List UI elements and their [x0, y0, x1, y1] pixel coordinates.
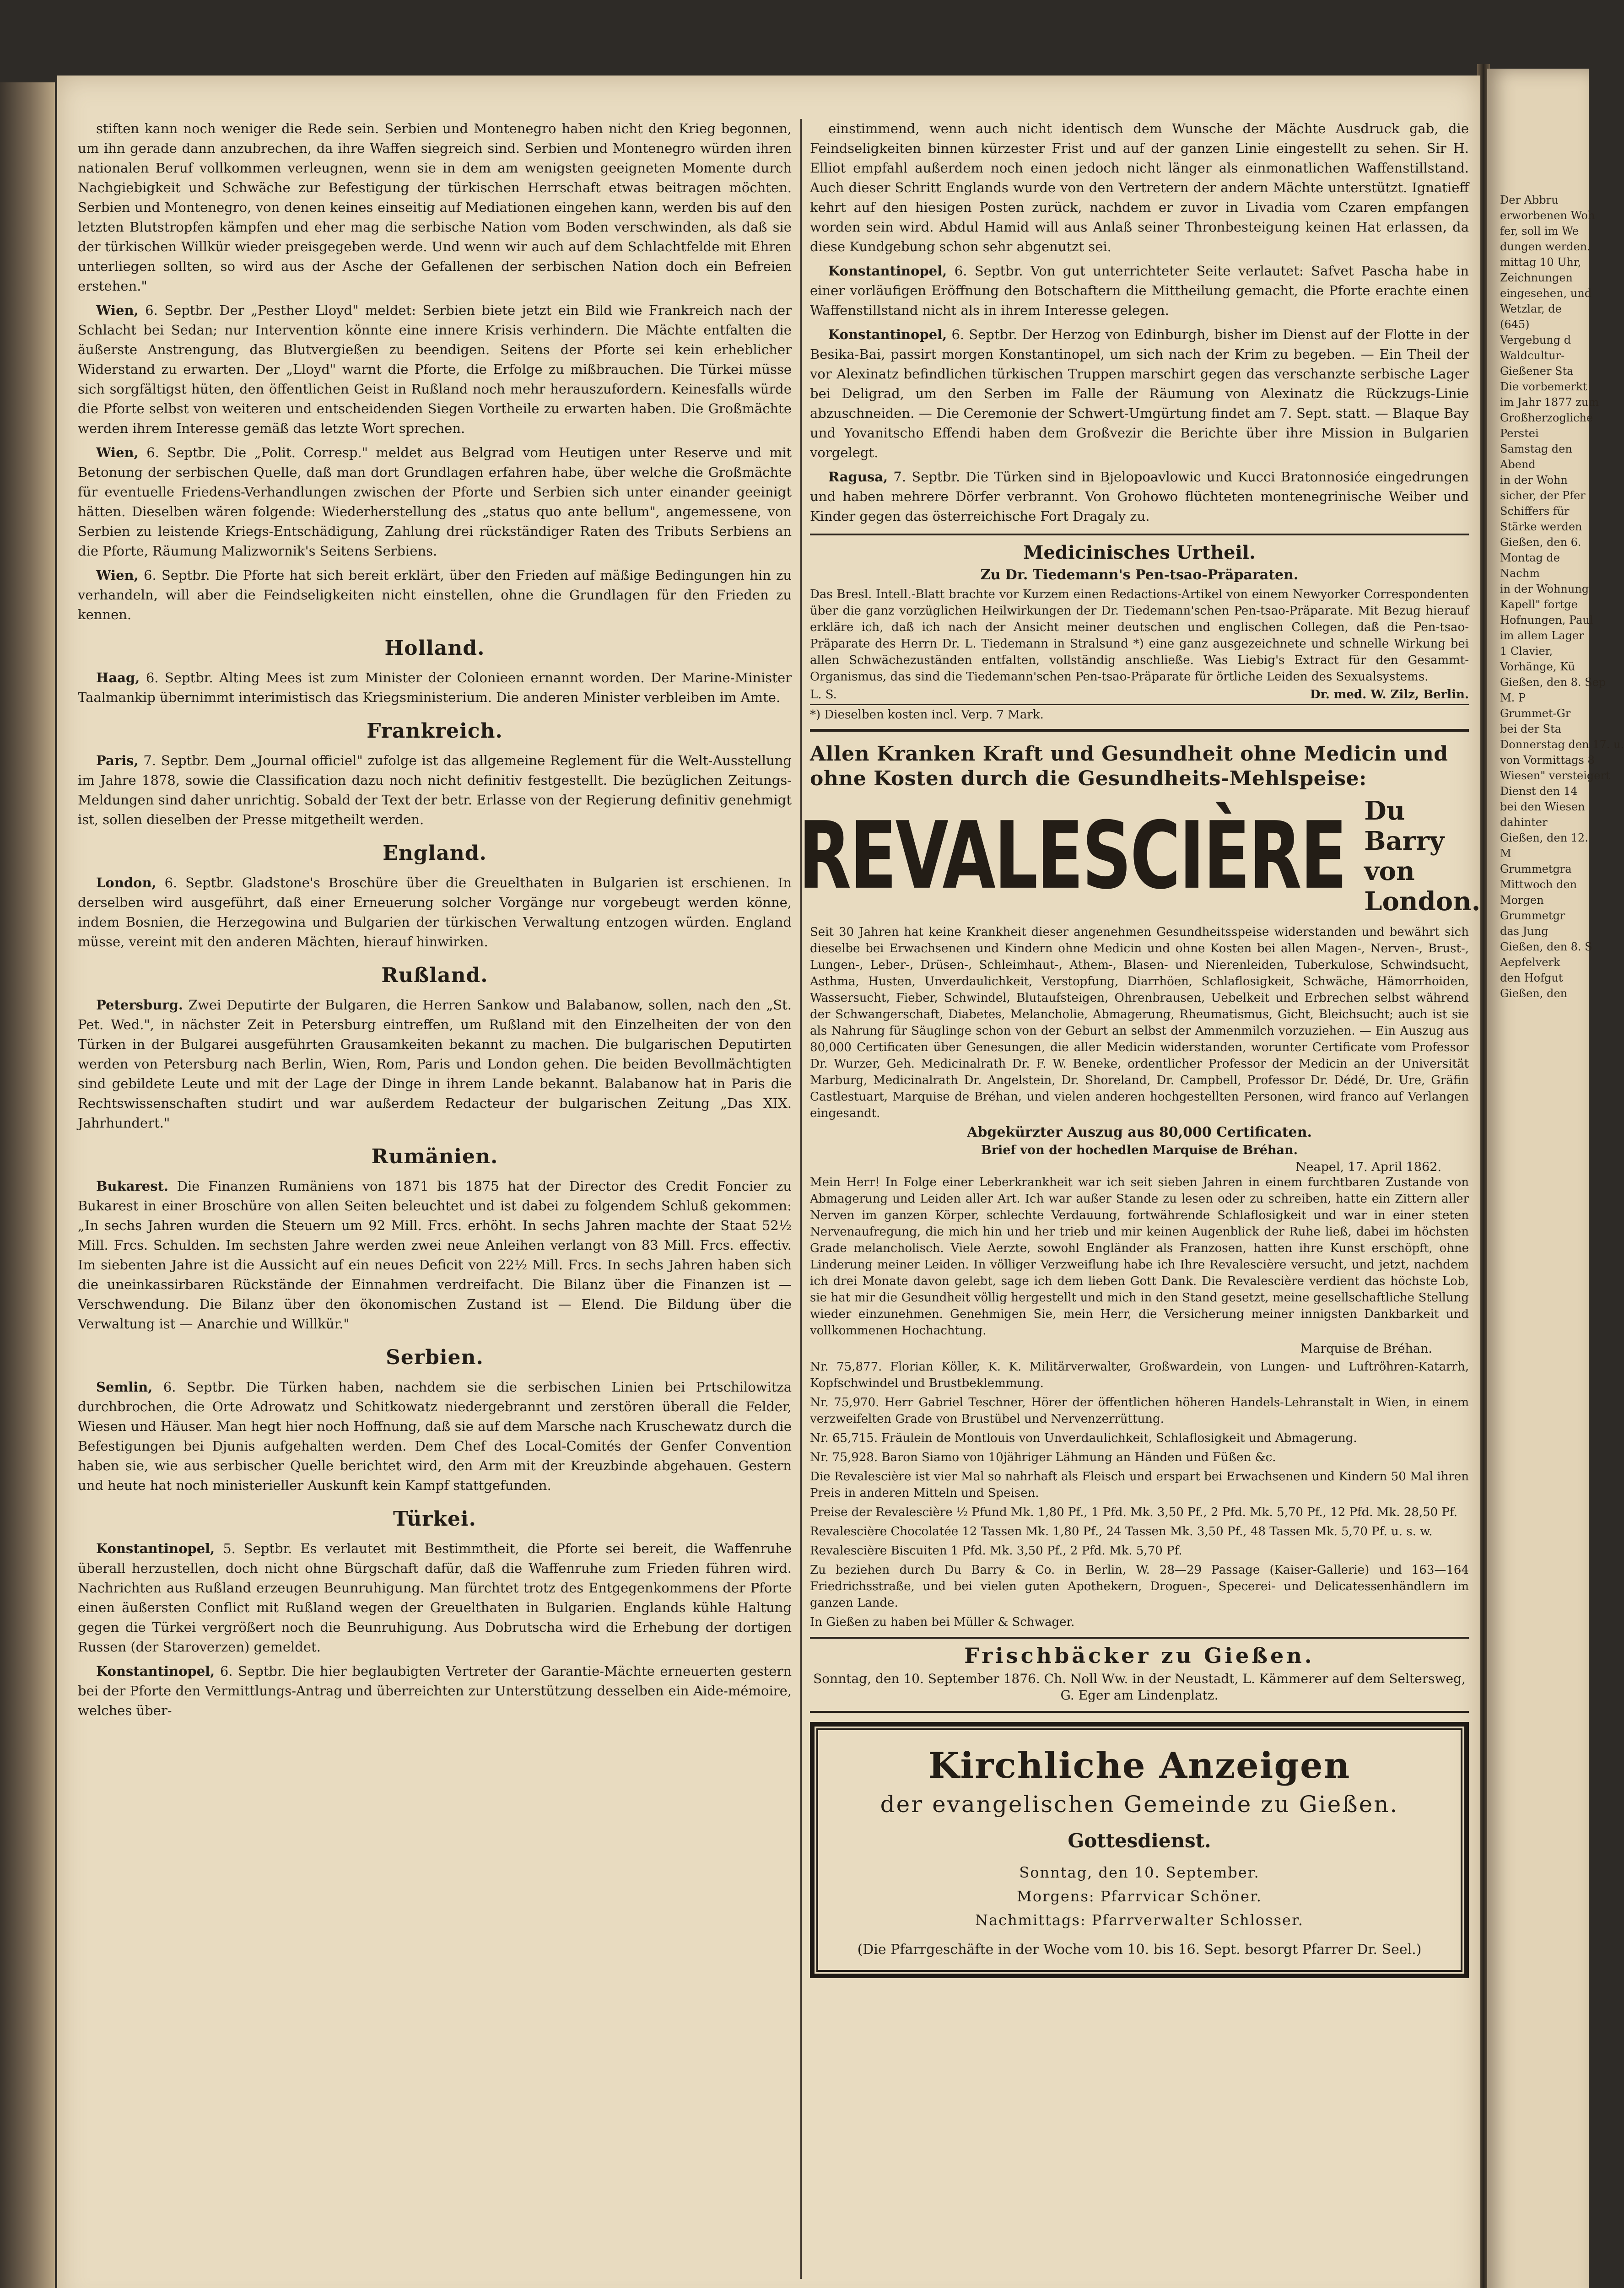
rev-cert-date: Neapel, 17. April 1862.	[1295, 1160, 1441, 1174]
column-rule	[800, 119, 802, 2279]
facing-page-line: Wiesen" versteigert	[1500, 769, 1610, 782]
facing-page	[1487, 69, 1624, 2288]
rev-item: Revalescière Biscuiten 1 Pfd. Mk. 3,50 Pf., 2 Pfd. Mk. 5,70 Pf.	[810, 1544, 1182, 1558]
dateline: Bukarest.	[96, 1178, 169, 1194]
facing-page-line: Zeichnungen	[1500, 271, 1573, 284]
church-date: Sonntag, den 10. September.	[1019, 1864, 1260, 1881]
facing-page-line: Morgen	[1500, 894, 1544, 907]
med-footnote: *) Dieselben kosten incl. Verp. 7 Mark.	[810, 704, 1469, 722]
facing-page-line: Gießener Sta	[1500, 365, 1574, 378]
article-text: 6. Septbr. Die „Polit. Corresp." meldet aus Belgrad vom Heutigen unter Reserve und mit Betonung der serbischen Quelle, daß man dort Grundlagen erfahren habe, über welche die Großmächte für eventuelle Friedens-Verhandlungen zwischen der Pforte und Serbien sich unter einander geeinigt hätten. Dieselben wären folgende: Wiederherstellung des „status quo ante bellum", angemessene, von Serbien zu leistende Kriegs-Entschädigung, Zahlung drei rückständiger Raten des Tributs Serbiens an die Pforte, Räumung Malizwornik's Seitens Serbiens.	[78, 445, 792, 559]
dateline: Haag,	[96, 670, 140, 685]
facing-page-line: Der Abbru	[1500, 194, 1559, 206]
right-column	[798, 119, 1481, 1978]
facing-page-line: Grummetgra	[1500, 863, 1572, 875]
facing-page-line: Gießen, den 8. S	[1500, 940, 1592, 953]
article-paragraph	[78, 995, 792, 1133]
article-paragraph	[78, 443, 792, 561]
article-text: Die Finanzen Rumäniens von 1871 bis 1875 hat der Director des Credit Foncier zu Bukarest in einer Broschüre von allen Seiten beleuchtet und ist dabei zu folgendem Schluß gekommen: „In sechs Jahren wurden die Steuern um 92 Mill. Frcs. erhöht. In sechs Jahren machte der Staat 52½ Mill. Frcs. Schulden. Im sechsten Jahre werden zwei neue Anleihen verlangt von 83 Mill. Frcs. effectiv. Im siebenten Jahre ist die Aussicht auf ein neues Deficit von 22½ Mill. Frcs. In sechs Jahren haben sich die uneinkassirbaren Rückstände der Einnahmen verdreifacht. Die Bilanz über die Finanzen ist — Verschwendung. Die Bilanz über den ökonomischen Zustand ist — Elend. Die Bildung über die Verwaltung ist — Anarchie und Willkür."	[78, 1178, 792, 1332]
facing-page-line: Kapell" fortge	[1500, 598, 1578, 611]
facing-page-line: fer, soll im We	[1500, 225, 1579, 237]
section-heading: England.	[383, 842, 487, 865]
rev-brand-sub	[1364, 796, 1480, 917]
facing-page-line: Waldcultur-	[1500, 349, 1565, 362]
med-signature	[810, 688, 1469, 702]
med-subtitle-text: Zu Dr. Tiedemann's Pen-tsao-Präparaten.	[980, 567, 1299, 583]
med-sig-left: L. S.	[810, 688, 837, 702]
article-paragraph	[78, 566, 792, 625]
section-heading: Türkei.	[393, 1507, 477, 1531]
facing-page-line: Dienst den 14	[1500, 785, 1578, 798]
rev-cert-sub: Brief von der hochedlen Marquise de Bréhan.	[981, 1143, 1298, 1157]
facing-page-line: M. P	[1500, 691, 1526, 704]
article-text: stiften kann noch weniger die Rede sein. Serbien und Montenegro haben nicht den Krieg begonnen, um ihn gerade dann anzubrechen, da ihre Waffen siegreich sind. Serbien und Montenegro würden ihren nationalen Beruf vollkommen verleugnen, wenn sie in dem am wenigsten geeigneten Momente durch Nachgiebigkeit und Schwäche zur Befestigung der türkischen Herrschaft etwas beitragen möchten. Serbien und Montenegro, von denen keines einseitig auf Mediationen eingehen kann, werden bis auf den letzten Blutstropfen kämpfen und eher mag die serbische Nation vom Boden verschwinden, als daß sie der türkischen Willkür wieder preisgegeben werde. Und wenn wir auch auf dem Schlachtfelde mit Ehren unterliegen sollten, so wird aus der Asche der Gefallenen der serbischen Nation doch ein Befreien erstehen."	[78, 121, 792, 294]
section-heading: Serbien.	[386, 1346, 484, 1369]
med-sig-right: Dr. med. W. Zilz, Berlin.	[1310, 688, 1469, 702]
article-text: 6. Septbr. Die hier beglaubigten Vertreter der Garantie-Mächte erneuerten gestern bei der Pforte den Vermittlungs-Antrag und überreichten zur Unterstützung desselben ein Aide-mémoire, welches über-	[78, 1663, 792, 1718]
dateline: Konstantinopel,	[96, 1663, 215, 1679]
article-paragraph	[78, 301, 792, 438]
facing-page-line: Gießen, den 8. Sep	[1500, 676, 1606, 689]
facing-page-line: Schiffers für	[1500, 505, 1570, 518]
bakery-notice	[810, 1637, 1469, 1713]
med-subtitle	[810, 567, 1469, 583]
article-text: 6. Septbr. Der Herzog von Edinburgh, bisher im Dienst auf der Flotte in der Besika-Bai, passirt morgen Konstantinopel, um sich nach der Krim zu begeben. — Ein Theil der vor Alexinatz befindlichen türkischen Truppen marschirt gegen das verschanzte serbische Lager bei Deligrad, um den Serben im Falle der Räumung von Alexinatz die Rückzugs-Linie abzuschneiden. — Die Ceremonie der Schwert-Umgürtung findet am 7. Sept. statt. — Blaque Bay und Yovanitscho Effendi haben dem Großvezir die Berichte über ihre Mission in Bulgarien vorgelegt.	[810, 327, 1469, 460]
dateline: Petersburg.	[96, 997, 183, 1013]
article-paragraph	[810, 467, 1469, 526]
section-heading: Holland.	[384, 637, 485, 660]
facing-page-line: Nachm	[1500, 567, 1540, 580]
article-paragraph	[78, 751, 792, 830]
facing-page-line: in der Wohn	[1500, 474, 1568, 486]
article-paragraph	[810, 119, 1469, 257]
rev-item: Die Revalescière ist vier Mal so nahrhaft als Fleisch und erspart bei Erwachsenen und Kindern 50 Mal ihren Preis in anderen Mitteln und Speisen.	[810, 1470, 1469, 1500]
section-heading: Rußland.	[381, 964, 488, 987]
facing-page-line: bei der Sta	[1500, 723, 1561, 735]
article-paragraph	[78, 668, 792, 707]
rev-brand-sub-2: von London.	[1364, 856, 1481, 917]
article-text: 6. Septbr. Gladstone's Broschüre über die Greuelthaten in Bulgarien ist erschienen. In derselben wird ausgeführt, daß einer Erneuerung solcher Vorgänge nur vorgebeugt werden könne, indem Bosnien, die Herzegowina und Bulgarien der türkischen Verwaltung entzogen würden. England müsse, vereint mit den anderen Mächten, hierauf hinwirken.	[78, 875, 792, 950]
facing-page-line: Gießen, den 12.	[1500, 831, 1588, 844]
facing-page-line: sicher, der Pfer	[1500, 489, 1586, 502]
dateline: Wien,	[96, 302, 139, 318]
med-title: Medicinisches Urtheil.	[1023, 542, 1256, 563]
dateline: Ragusa,	[828, 469, 888, 485]
dateline: Konstantinopel,	[96, 1541, 215, 1556]
section-heading: Frankreich.	[367, 719, 503, 743]
rev-body: Seit 30 Jahren hat keine Krankheit dieser angenehmen Gesundheitsspeise widerstanden und bewährt sich dieselbe bei Erwachsenen und Kindern ohne Medicin und ohne Kosten bei allen Magen-, Nerven-, Brust-, Lungen-, Leber-, Drüsen-, Schleimhaut-, Athem-, Blasen- und Nierenleiden, Tuberkulose, Schwindsucht, Asthma, Husten, Unverdaulichkeit, Verstopfung, Diarrhöen, Schlaflosigkeit, Schwäche, Hämorrhoiden, Wassersucht, Fieber, Schwindel, Blutaufsteigen, Ohrenbrausen, Uebelkeit und Erbrechen selbst während der Schwangerschaft, Diabetes, Melancholie, Abmagerung, Rheumatismus, Gicht, Bleichsucht; auch ist sie als Nahrung für Säuglinge schon von der Geburt an selbst der Ammenmilch vorzuziehen. — Ein Auszug aus 80,000 Certificaten über Genesungen, die aller Medicin widerstanden, worunter Certificate vom Professor Dr. Wurzer, Geh. Medicinalrath Dr. F. W. Beneke, ordentlicher Professor der Medicin an der Universität Marburg, Medicinalrath Dr. Angelstein, Dr. Shoreland, Dr. Campbell, Professor Dr. Dédé, Dr. Ure, Gräfin Castlestuart, Marquise de Bréhan, und vielen anderen hochgestellten Personen, wird franco auf Verlangen eingesandt.	[810, 925, 1469, 1120]
church-morning: Morgens: Pfarrvicar Schöner.	[1017, 1888, 1262, 1905]
medical-opinion-ad	[810, 534, 1469, 722]
facing-page-line: (645)	[1500, 318, 1530, 331]
rev-letter: Mein Herr! In Folge einer Leberkrankheit war ich seit sieben Jahren in einem furchtbaren Zustande von Abmagerung und Leiden aller Art. Ich war außer Stande zu lesen oder zu schreiben, hatte ein Zittern aller Nerven im ganzen Körper, schlechte Verdauung, fortwährende Schlaflosigkeit und war in einer steten Nervenaufregung, die mich hin und her trieb und mir keinen Augenblick der Ruhe ließ, dabei im höchsten Grade melancholisch. Viele Aerzte, sowohl Engländer als Franzosen, hatten ihre Kunst erschöpft, ohne Linderung meiner Leiden. In völliger Verzweiflung habe ich Ihre Revalescière versucht, und jetzt, nachdem ich drei Monate davon gelebt, sage ich dem lieben Gott Dank. Die Revalescière verdient das höchste Lob, sie hat mir die Gesundheit völlig hergestellt und mich in den Stand gesetzt, meine gesellschaftliche Stellung wieder einzunehmen. Genehmigen Sie, mein Herr, die Versicherung meiner innigsten Dankbarkeit und vollkommenen Hochachtung.	[810, 1176, 1469, 1338]
rev-cert-head: Abgekürzter Auszug aus 80,000 Certificaten.	[967, 1124, 1312, 1140]
facing-page-line: von Vormittags 8	[1500, 754, 1595, 766]
facing-page-line: Perstei	[1500, 427, 1539, 440]
article-text: 6. Septbr. Die Türken haben, nachdem sie die serbischen Linien bei Prtschilowitza durchbrochen, die Orte Adrowatz und Schitkowatz niedergebrannt und zerstören überall die Felder, Wiesen und Häuser. Man hegt hier noch Hoffnung, daß sie auf dem Marsche nach Kruschewatz durch die Befestigungen bei Djunis aufgehalten werden. Dem Chef des Local-Comités der Genfer Convention haben sie, wie aus serbischer Quelle berichtet wird, den Arm mit der Kreuzbinde abgehauen. Gestern und heute hat noch ministerieller Auskunft kein Kampf stattgefunden.	[78, 1379, 792, 1493]
dateline: Semlin,	[96, 1379, 153, 1395]
article-paragraph	[78, 1377, 792, 1495]
dateline: Konstantinopel,	[828, 327, 947, 342]
facing-page-line: Samstag den	[1500, 442, 1572, 455]
facing-page-line: Donnerstag den 17. u.	[1500, 738, 1624, 751]
article-text: Zwei Deputirte der Bulgaren, die Herren Sankow und Balabanow, sollen, nach den „St. Pet. Wed.", in nächster Zeit in Petersburg eintreffen, um Rußland mit den Einzelheiten der von den Türken in der Bulgarei ausgeführten Grausamkeiten bekannt zu machen. Die bulgarischen Deputirten werden von Petersburg nach Berlin, Wien, Rom, Paris und London gehen. Die beiden Bevollmächtigten sind gebildete Leute und mit der Lage der Dinge in ihrem Lande bekannt. Balabanow hat in Paris die Rechtswissenschaften studirt und war außerdem Redacteur der bulgarischen Zeitung „Das XIX. Jahrhundert."	[78, 997, 792, 1131]
rev-item: Preise der Revalescière ½ Pfund Mk. 1,80 Pf., 1 Pfd. Mk. 3,50 Pf., 2 Pfd. Mk. 5,70 Pf., 12 Pfd. Mk. 28,50 Pf.	[810, 1506, 1457, 1519]
church-note: (Die Pfarrgeschäfte in der Woche vom 10. bis 16. Sept. besorgt Pfarrer Dr. Seel.)	[857, 1942, 1422, 1958]
facing-page-line: Vorhänge, Kü	[1500, 660, 1575, 673]
left-column	[78, 119, 792, 1725]
facing-page-line: dahinter	[1500, 816, 1548, 829]
bakery-title: Frischbäcker zu Gießen.	[964, 1643, 1315, 1668]
facing-page-line: Grummetgr	[1500, 909, 1565, 922]
med-text: Das Bresl. Intell.-Blatt brachte vor Kurzem einen Redactions-Artikel von einem Newyorker Correspondenten über die ganz vorzüglichen Heilwirkungen der Dr. Tiedemann'schen Pen-tsao-Präparate. Mit Bezug hierauf erkläre ich, daß ich nach der Ansicht meiner deutschen und englischen Collegen, daß die Pen-tsao-Präparate des Herrn Dr. L. Tiedemann in Stralsund *) eine ganz ausgezeichnete und schnelle Wirkung bei allen Schwächezuständen entfalten, vollständig anschließe. Was Liebig's Extract für den Gesammt-Organismus, das sind die Tiedemann'schen Pen-tsao-Präparate für örtliche Leiden des Sexualsystems.	[810, 588, 1469, 684]
rev-item: Nr. 75,877. Florian Köller, K. K. Militärverwalter, Großwardein, von Lungen- und Luftröhren-Katarrh, Kopfschwindel und Brustbeklemmung.	[810, 1360, 1469, 1390]
newspaper-page	[57, 76, 1480, 2288]
facing-page-line: im Jahr 1877 zum	[1500, 396, 1599, 409]
article-paragraph	[78, 873, 792, 952]
facing-page-line: den Hofgut	[1500, 971, 1563, 984]
rev-item: Zu beziehen durch Du Barry & Co. in Berlin, W. 28—29 Passage (Kaiser-Gallerie) und 163—164 Friedrichsstraße, und bei vielen guten Apothekern, Droguen-, Specerei- und Delicatessenhändlern im ganzen Lande.	[810, 1563, 1469, 1610]
rev-headline: Allen Kranken Kraft und Gesundheit ohne Medicin und ohne Kosten durch die Gesundheits-Mehlspeise:	[810, 742, 1448, 790]
rev-banner	[798, 796, 1481, 917]
church-service-heading: Gottesdienst.	[1068, 1829, 1211, 1852]
article-paragraph	[78, 119, 792, 296]
facing-page-line: das Jung	[1500, 925, 1548, 938]
facing-page-line: Hofnungen, Paul	[1500, 614, 1593, 626]
facing-page-line: im allem Lager	[1500, 629, 1584, 642]
news-continuation	[810, 119, 1469, 526]
facing-page-line: Stärke werden	[1500, 520, 1582, 533]
facing-page-line: M	[1500, 847, 1511, 860]
rev-letter-sig: Marquise de Bréhan.	[1300, 1342, 1432, 1356]
facing-page-line: 1 Clavier,	[1500, 645, 1553, 658]
rev-item: Nr. 75,970. Herr Gabriel Teschner, Hörer der öffentlichen höheren Handels-Lehranstalt in Wien, in einem verzweifelten Grade von Brustübel und Nervenzerrüttung.	[810, 1396, 1469, 1426]
facing-page-line: Vergebung d	[1500, 334, 1571, 346]
facing-page-line: erworbenen Woh	[1500, 209, 1595, 222]
facing-page-line: in der Wohnung	[1500, 583, 1589, 595]
bakery-text: Sonntag, den 10. September 1876. Ch. Noll Ww. in der Neustadt, L. Kämmerer auf dem Seltersweg, G. Eger am Lindenplatz.	[813, 1671, 1466, 1703]
article-paragraph	[810, 325, 1469, 463]
facing-page-text	[1487, 69, 1624, 1001]
article-text: 6. Septbr. Alting Mees ist zum Minister der Colonieen ernannt worden. Der Marine-Minister Taalmankip übernimmt interimistisch das Kriegsministerium. Die anderen Minister verbleiben im Amte.	[78, 670, 792, 705]
revalesciere-ad	[798, 729, 1481, 1630]
article-text: 6. Septbr. Die Pforte hat sich bereit erklärt, über den Frieden auf mäßige Bedingungen hin zu verhandeln, will aber die Feindseligkeiten nicht einstellen, ohne die Grundlagen für den Frieden zu kennen.	[78, 567, 792, 622]
article-paragraph	[78, 1662, 792, 1721]
rev-brand: REVALESCIÈRE	[798, 802, 1346, 910]
article-paragraph	[78, 1176, 792, 1334]
church-announcements	[810, 1722, 1469, 1978]
dateline: Konstantinopel,	[828, 263, 947, 279]
facing-page-line: Gießen, den	[1500, 987, 1568, 1000]
church-afternoon: Nachmittags: Pfarrverwalter Schlosser.	[975, 1911, 1304, 1929]
article-text: einstimmend, wenn auch nicht identisch dem Wunsche der Mächte Ausdruck gab, die Feindseligkeiten binnen kürzester Frist und auf der ganzen Linie eingestellt zu sehen. Sir H. Elliot empfahl außerdem noch einen jedoch nicht länger als einmonatlichen Waffenstillstand. Auch dieser Schritt Englands wurde von den Vertretern der andern Mächte unterstützt. Ignatieff kehrt auf den hiesigen Posten zurück, nachdem er zuvor in Livadia vom Czaren empfangen worden sein wird. Abdul Hamid will aus Anlaß seiner Thronbesteigung keinen Hat erlassen, da diese Kundgebung schon sehr abgenutzt sei.	[810, 121, 1469, 254]
facing-page-line: dungen werden.	[1500, 240, 1591, 253]
facing-page-line: Grummet-Gr	[1500, 707, 1571, 720]
facing-page-line: Montag de	[1500, 551, 1560, 564]
facing-page-line: Gießen, den 6.	[1500, 536, 1581, 549]
church-title: Kirchliche Anzeigen	[928, 1745, 1351, 1786]
facing-page-line: Mittwoch den	[1500, 878, 1577, 891]
rev-item: Revalescière Chocolatée 12 Tassen Mk. 1,80 Pf., 24 Tassen Mk. 3,50 Pf., 48 Tassen Mk. 5,70 Pf. u. s. w.	[810, 1525, 1433, 1538]
rev-item: In Gießen zu haben bei Müller & Schwager.	[810, 1615, 1075, 1629]
facing-page-line: Wetzlar, de	[1500, 302, 1562, 315]
rev-item: Nr. 65,715. Fräulein de Montlouis von Unverdaulichkeit, Schlaflosigkeit und Abmagerung.	[810, 1431, 1357, 1445]
rev-item: Nr. 75,928. Baron Siamo von 10jähriger Lähmung an Händen und Füßen &c.	[810, 1451, 1276, 1464]
article-paragraph	[810, 261, 1469, 320]
book-edge-left	[0, 82, 55, 2288]
facing-page-line: mittag 10 Uhr,	[1500, 256, 1581, 269]
church-subtitle: der evangelischen Gemeinde zu Gießen.	[880, 1791, 1399, 1818]
article-paragraph	[78, 1539, 792, 1657]
dateline: Wien,	[96, 567, 139, 583]
facing-page-line: Abend	[1500, 458, 1536, 471]
facing-page-line: Aepfelverk	[1500, 956, 1560, 969]
rev-brand-sub-1: Du Barry	[1364, 796, 1445, 856]
article-text: 7. Septbr. Die Türken sind in Bjelopoavlowic und Kucci Bratonnosiće eingedrungen und haben mehrere Dörfer verbrannt. Von Grohowo flüchteten montenegrinische Weiber und Kinder gegen das österreichische Fort Dragaly zu.	[810, 469, 1469, 524]
article-text: 5. Septbr. Es verlautet mit Bestimmtheit, die Pforte sei bereit, die Waffenruhe überall herzustellen, doch nicht ohne Bürgschaft dafür, daß die Waffenruhe zum Frieden führen wird. Nachrichten aus Rußland erzeugen Beunruhigung. Man fürchtet trotz des Entgegenkommens der Pforte einen äußersten Conflict mit Rußland wegen der Greuelthaten in Bulgarien. Englands kühle Haltung gegen die Türkei vergrößert noch die Beunruhigung. Aus Dobrutscha wird die Erhebung der dortigen Russen (der Staroverzen) gemeldet.	[78, 1541, 792, 1655]
facing-page-line: Die vorbemerkt	[1500, 380, 1587, 393]
facing-page-line: eingesehen, und	[1500, 287, 1592, 300]
section-heading: Rumänien.	[371, 1145, 498, 1168]
facing-page-line: Großherzogliche	[1500, 411, 1593, 424]
facing-page-line: bei den Wiesen	[1500, 800, 1585, 813]
dateline: London,	[96, 875, 156, 890]
article-text: 6. Septbr. Von gut unterrichteter Seite verlautet: Safvet Pascha habe in einer vorläufigen Eröffnung den Botschaftern die Mittheilung gemacht, die Pforte erachte einen Waffenstillstand nicht als in ihrem Interesse gelegen.	[810, 263, 1469, 318]
dateline: Paris,	[96, 753, 139, 768]
dateline: Wien,	[96, 445, 139, 460]
article-text: 6. Septbr. Der „Pesther Lloyd" meldet: Serbien biete jetzt ein Bild wie Frankreich nach der Schlacht bei Sedan; nur Intervention könnte eine innere Krisis verhindern. Die Mächte entfalten die äußerste Anstrengung, das Blutvergießen zu beendigen. Seitens der Pforte sei kein erheblicher Widerstand zu erwarten. Der „Lloyd" warnt die Pforte, die Erfolge zu mißbrauchen. Die Türkei müsse sich sorgfältigst hüten, den öffentlichen Geist in Rußland noch mehr herauszufordern. Keinesfalls würde die Pforte selbst von weiteren und entscheidenden Siegen Vortheile zu erwarten haben. Die Großmächte werden ihrem Interesse gemäß das letzte Wort sprechen.	[78, 302, 792, 436]
article-text: 7. Septbr. Dem „Journal officiel" zufolge ist das allgemeine Reglement für die Welt-Ausstellung im Jahre 1878, sowie die Classification dazu noch nicht definitiv festgestellt. Die bezüglichen Zeitungs-Meldungen sind daher unrichtig. Sobald der Text der betr. Erlasse von der Regierung definitiv genehmigt ist, sollen dieselben der Presse mitgetheilt werden.	[78, 753, 792, 827]
rev-items	[810, 1359, 1469, 1630]
